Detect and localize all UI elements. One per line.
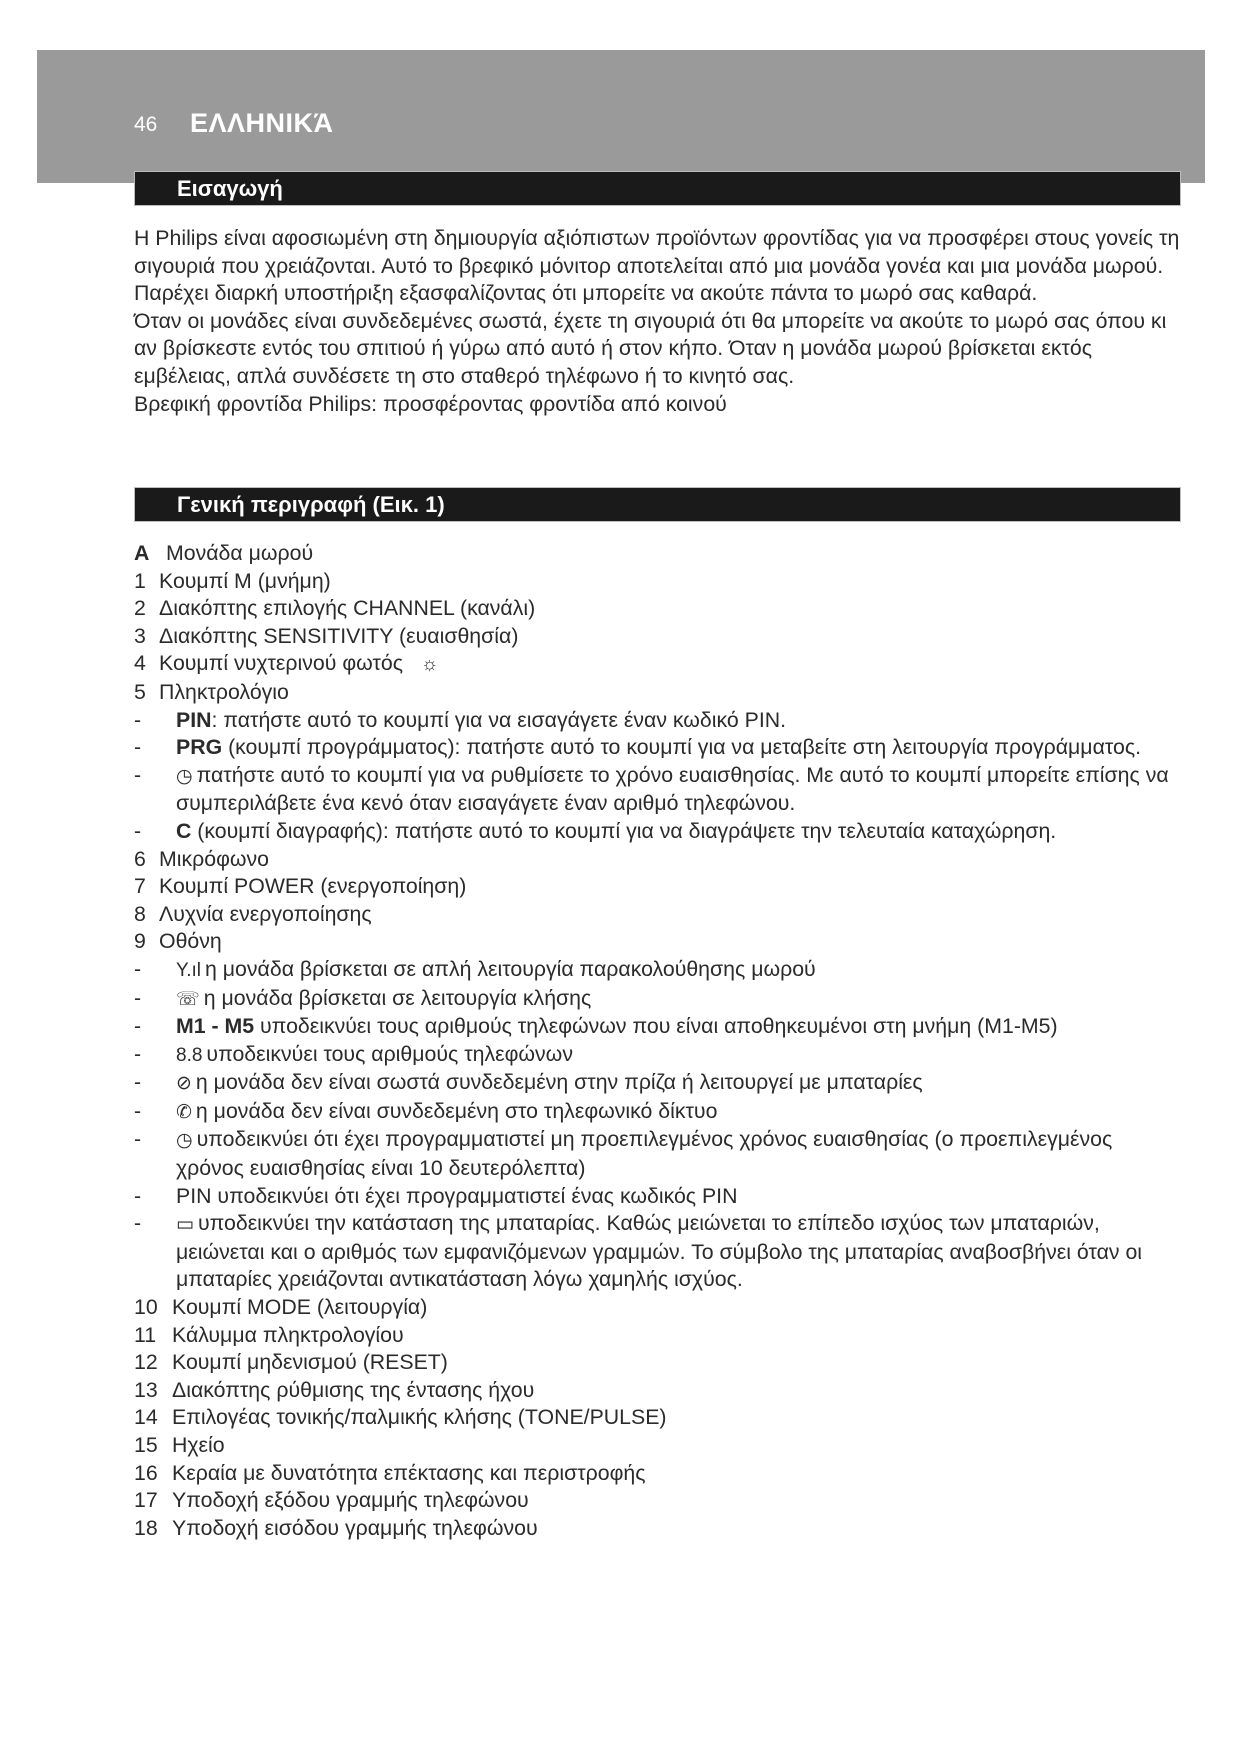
list-item (134, 1460, 1184, 1488)
sub-item (134, 707, 1184, 735)
item-text: Διακόπτης επιλογής CHANNEL (κανάλι) (159, 596, 536, 621)
list-item (134, 1294, 1184, 1322)
no-phone-line-icon: ✆ (176, 1101, 192, 1123)
item-text: η μονάδα βρίσκεται σε λειτουργία κλήσης (203, 985, 592, 1010)
sub-item (134, 1069, 1184, 1098)
item-text: Επιλογέας τονικής/παλμικής κλήσης (TONE/PULSE) (172, 1405, 667, 1430)
item-text: Κουμπί μηδενισμού (RESET) (172, 1350, 448, 1375)
item-text: Μονάδα μωρού (166, 541, 314, 565)
item-number: 15 (134, 1433, 158, 1457)
sub-item (134, 762, 1184, 818)
dash-marker: - (134, 707, 142, 732)
item-number: 4 (134, 651, 146, 676)
sub-item (134, 1013, 1184, 1041)
list-item (134, 901, 1184, 929)
item-text: η μονάδα δεν είναι συνδεδεμένη στο τηλεφωνικό δίκτυο (195, 1098, 718, 1123)
item-number: 16 (134, 1460, 158, 1485)
sub-item (134, 1041, 1184, 1070)
sub-item (134, 1126, 1184, 1182)
timer-icon: ◷ (176, 1130, 193, 1152)
item-text: η μονάδα δεν είναι σωστά συνδεδεμένη στην πρίζα ή λειτουργεί με μπαταρίες (195, 1070, 923, 1095)
list-item (134, 1432, 1184, 1460)
dash-marker: - (134, 985, 142, 1010)
item-text: υποδεικνύει τους αριθμούς τηλεφώνων (206, 1041, 573, 1066)
dash-marker: - (134, 818, 142, 843)
timer-icon: ◷ (176, 765, 193, 787)
sub-item (134, 1210, 1184, 1294)
digits-icon: 8.8 (176, 1044, 203, 1066)
item-text: Κεραία με δυνατότητα επέκτασης και περιστροφής (172, 1460, 646, 1485)
dash-marker: - (134, 1183, 142, 1208)
item-number: 18 (134, 1515, 158, 1540)
item-number: 8 (134, 901, 146, 926)
item-number: 10 (134, 1295, 158, 1320)
sub-item (134, 956, 1184, 985)
item-text: : πατήστε αυτό το κουμπί για να εισαγάγετε έναν κωδικό PIN. (211, 707, 787, 732)
intro-paragraph: Η Philips είναι αφοσιωμένη στη δημιουργία αξιόπιστων προϊόντων φροντίδας για να προσφέρει στους γονείς τη σιγουριά που χρειάζονται. Αυτό το βρεφικό μόνιτορ αποτελείται από μια μονάδα γονέα και μια μονάδα μωρού. Παρέχει διαρκή υποστήριξη εξασφαλίζοντας ότι μπορείτε να ακούτε πάντα το μωρό σας καθαρά. (134, 226, 1180, 306)
list-item (134, 540, 1184, 568)
item-number: 1 (134, 568, 146, 593)
list-item (134, 595, 1184, 623)
key-label: PIN (176, 1183, 212, 1208)
item-text: Υποδοχή εισόδου γραμμής τηλεφώνου (172, 1515, 538, 1540)
overview-list (134, 540, 1184, 1542)
dash-marker: - (134, 762, 142, 787)
key-label: PRG (176, 735, 223, 760)
item-number: 12 (134, 1350, 158, 1375)
item-marker: A (134, 541, 150, 565)
list-item (134, 623, 1184, 651)
item-number: 7 (134, 874, 146, 899)
sub-item (134, 734, 1184, 762)
list-item (134, 1322, 1184, 1350)
dash-marker: - (134, 1098, 142, 1123)
item-text: Κουμπί M (μνήμη) (159, 568, 331, 593)
list-item (134, 1377, 1184, 1405)
night-light-icon: ☼ (421, 654, 439, 676)
list-item (134, 650, 1184, 679)
item-text: η μονάδα βρίσκεται σε απλή λειτουργία παρακολούθησης μωρού (205, 956, 816, 981)
key-label: PIN (176, 707, 212, 732)
list-item (134, 846, 1184, 874)
intro-paragraph: Όταν οι μονάδες είναι συνδεδεμένες σωστά, έχετε τη σιγουριά ότι θα μπορείτε να ακούτε το μωρό σας όπου κι αν βρίσκεστε εντός του σπιτιού ή γύρω από αυτό ή στον κήπο. Όταν η μονάδα μωρού βρίσκεται εκτός εμβέλειας, απλά συνδέσετε τη στο σταθερό τηλέφωνο ή το κινητό σας. (134, 308, 1167, 388)
section-bar-overview (134, 487, 1181, 522)
item-text: Ηχείο (172, 1433, 225, 1457)
intro-text (134, 225, 1184, 418)
key-label: C (176, 818, 192, 843)
item-number: 13 (134, 1377, 158, 1402)
item-text: (κουμπί διαγραφής): πατήστε αυτό το κουμπί για να διαγράψετε την τελευταία καταχώρηση. (191, 818, 1057, 843)
page-number: 46 (134, 113, 158, 136)
item-text: υποδεικνύει ότι έχει προγραμματιστεί μη προεπιλεγμένος χρόνος ευαισθησίας (ο προεπιλεγμένος χρόνος ευαισθησίας είναι 10 δευτερόλεπτα) (176, 1127, 1113, 1181)
sub-item (134, 818, 1184, 846)
section-title-intro: Εισαγωγή (177, 176, 283, 201)
item-text: Πληκτρολόγιο (159, 679, 289, 704)
list-item (134, 1515, 1184, 1543)
item-text: πατήστε αυτό το κουμπί για να ρυθμίσετε το χρόνο ευαισθησίας. Με αυτό το κουμπί μπορείτε επίσης να συμπεριλάβετε ένα κενό όταν εισαγάγετε έναν αριθμό τηλεφώνου. (176, 762, 1169, 816)
section-bar-intro (134, 171, 1181, 206)
item-number: 3 (134, 623, 146, 648)
item-text: Λυχνία ενεργοποίησης (159, 901, 372, 926)
dash-marker: - (134, 735, 142, 760)
item-number: 5 (134, 679, 146, 704)
item-text: Κουμπί νυχτερινού φωτός (159, 651, 403, 676)
item-number: 2 (134, 596, 146, 621)
item-number: 14 (134, 1405, 158, 1430)
dash-marker: - (134, 1041, 142, 1066)
item-text: υποδεικνύει την κατάσταση της μπαταρίας. Καθώς μειώνεται το επίπεδο ισχύος των μπαταριών, μειώνεται και ο αριθμός των εμφανιζόμενων γραμμών. Το σύμβολο της μπαταρίας αναβοσβήνει όταν οι μπαταρίες χρειάζονται αντικατάσταση λόγω χαμηλής ισχύος. (176, 1211, 1143, 1292)
list-item (134, 568, 1184, 596)
item-text: Κουμπί MODE (λειτουργία) (172, 1295, 428, 1320)
call-icon: ☏ (176, 988, 200, 1010)
item-number: 6 (134, 846, 146, 871)
signal-icon: Y.ıl (176, 959, 202, 981)
item-text: Μικρόφωνο (159, 846, 270, 871)
sub-item (134, 985, 1184, 1014)
item-text: υποδεικνύει τους αριθμούς τηλεφώνων που είναι αποθηκευμένοι στη μνήμη (M1-M5) (254, 1014, 1058, 1039)
dash-marker: - (134, 1127, 142, 1152)
item-text: Διακόπτης SENSITIVITY (ευαισθησία) (159, 623, 519, 648)
no-mains-power-icon: ⊘ (176, 1073, 192, 1095)
list-item (134, 873, 1184, 901)
item-number: 9 (134, 929, 146, 954)
list-item (134, 928, 1184, 956)
item-text: Υποδοχή εξόδου γραμμής τηλεφώνου (172, 1488, 529, 1513)
item-text: Κουμπί POWER (ενεργοποίηση) (159, 874, 467, 899)
intro-paragraph: Βρεφική φροντίδα Philips: προσφέροντας φροντίδα από κοινού (134, 391, 727, 416)
language-title: ΕΛΛΗΝΙΚΆ (190, 108, 334, 138)
item-text: Διακόπτης ρύθμισης της έντασης ήχου (172, 1377, 535, 1402)
battery-icon: ▭ (176, 1214, 194, 1236)
item-number: 17 (134, 1488, 158, 1513)
list-item (134, 679, 1184, 707)
list-item (134, 1487, 1184, 1515)
item-text: Κάλυμμα πληκτρολογίου (172, 1322, 404, 1347)
sub-item (134, 1098, 1184, 1127)
sub-item (134, 1183, 1184, 1211)
dash-marker: - (134, 956, 142, 981)
list-item (134, 1349, 1184, 1377)
dash-marker: - (134, 1211, 142, 1236)
item-text: (κουμπί προγράμματος): πατήστε αυτό το κουμπί για να μεταβείτε στη λειτουργία προγράμματος. (222, 735, 1142, 760)
item-text: υποδεικνύει ότι έχει προγραμματιστεί ένας κωδικός PIN (211, 1183, 738, 1208)
item-text: Οθόνη (159, 929, 222, 954)
item-number: 11 (134, 1322, 157, 1347)
section-title-overview: Γενική περιγραφή (Εικ. 1) (177, 492, 445, 517)
dash-marker: - (134, 1070, 142, 1095)
list-item (134, 1404, 1184, 1432)
dash-marker: - (134, 1014, 142, 1039)
key-label: M1 - M5 (176, 1014, 255, 1039)
